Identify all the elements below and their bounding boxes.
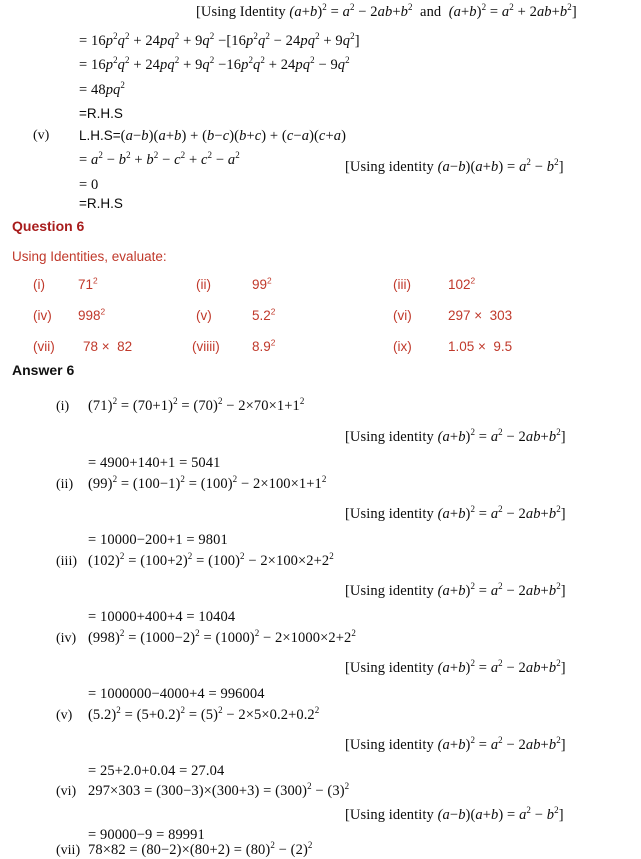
question-item-number: (v) <box>196 308 212 323</box>
answer-step-main: $297\times 303 = (300-3)\times(300+3) = (300)^2 - (3)^2$ <box>88 781 350 799</box>
question-item-value: 78 × 82 <box>83 339 133 354</box>
answer-step-main: $(71)^2 = (70+1)^2 = (70)^2 - 2\times 70\times 1+1^2$ <box>88 396 305 414</box>
top-line-1: = $16p^2q^2 + 24pq^2 + 9q^2 -[16p^2q^2 - 24pq^2 + 9q^2]$ <box>79 31 360 49</box>
question-item-value: $102^2$ <box>448 275 476 292</box>
answer-step-number: (ii) <box>56 477 74 492</box>
answer-step-main: $78\times 82 = (80-2)\times(80+2) = (80)^2 - (2)^2$ <box>88 840 313 858</box>
question-item-value: 1.05 × 9.5 <box>448 339 513 354</box>
answer-step-result: = 25+2.0+0.04 = 27.04 <box>88 763 225 779</box>
answer-step-main: $(99)^2 = (100-1)^2 = (100)^2 - 2\times 100\times 1+1^2$ <box>88 474 327 492</box>
question-item-number: (viiii) <box>192 339 220 354</box>
answer-step-main: $(5.2)^2 = (5+0.2)^2 = (5)^2 - 2\times 5\times 0.2+0.2^2$ <box>88 705 320 723</box>
answer-step-identity-note: [Using identity $(a+b)^2 = a^2 - 2ab+b^2$] <box>345 658 566 676</box>
answer-step-result: = 10000−200+1 = 9801 <box>88 532 228 548</box>
question-item-number: (ii) <box>196 277 211 292</box>
answer-step-identity-note: [Using identity $(a-b)(a+b) = a^2 - b^2$] <box>345 805 564 823</box>
part-v-line-4-rhs: =R.H.S <box>79 196 123 211</box>
answer-step-number: (iii) <box>56 554 77 569</box>
question-item-value: $5.2^2$ <box>252 306 276 323</box>
question-prompt: Using Identities, evaluate: <box>12 249 167 264</box>
answer-step-identity-note: [Using identity $(a+b)^2 = a^2 - 2ab+b^2$] <box>345 427 566 445</box>
part-v-identity-note: [Using identity $(a-b)(a+b) = a^2 - b^2$] <box>345 157 564 175</box>
question-item-number: (iv) <box>33 308 52 323</box>
top-identity-note: [Using Identity $(a+b)^2 = a^2 - 2ab+b^2$ and $(a+b)^2 = a^2 + 2ab+b^2$] <box>196 2 577 20</box>
answer-step-identity-note: [Using identity $(a+b)^2 = a^2 - 2ab+b^2$] <box>345 735 566 753</box>
question-heading: Question 6 <box>12 218 85 234</box>
part-v-number: (v) <box>33 128 50 143</box>
answer-step-identity-note: [Using identity $(a+b)^2 = a^2 - 2ab+b^2$] <box>345 581 566 599</box>
question-item-value: 297 × 303 <box>448 308 513 323</box>
answer-step-main: $(102)^2 = (100+2)^2 = (100)^2 - 2\times 100\times 2+2^2$ <box>88 551 334 569</box>
answer-step-number: (i) <box>56 399 70 414</box>
part-v-line-3: = 0 <box>79 177 99 193</box>
top-line-4-rhs: =R.H.S <box>79 106 123 121</box>
answer-step-number: (vi) <box>56 784 77 799</box>
answer-step-result: = 4900+140+1 = 5041 <box>88 455 221 471</box>
question-item-number: (i) <box>33 277 45 292</box>
answer-step-result: = 1000000−4000+4 = 996004 <box>88 686 265 702</box>
answer-step-number: (v) <box>56 708 73 723</box>
top-line-2: = $16p^2q^2 + 24pq^2 + 9q^2 -16p^2q^2 + 24pq^2 - 9q^2$ <box>79 55 350 73</box>
part-v-lhs-line: L.H.S=(a−b)(a+b) + (b−c)(b+c) + (c−a)(c+a) <box>79 128 347 144</box>
answer-step-main: $(998)^2 = (1000-2)^2 = (1000)^2 - 2\times 1000\times 2+2^2$ <box>88 628 356 646</box>
part-v-line-2: = $a^2 - b^2 + b^2 - c^2 + c^2 - a^2$ <box>79 150 240 168</box>
top-line-3: = $48pq^2$ <box>79 80 125 98</box>
answer-step-result: = 10000+400+4 = 10404 <box>88 609 236 625</box>
question-item-number: (vi) <box>393 308 412 323</box>
question-item-number: (vii) <box>33 339 55 354</box>
question-item-value: $8.9^2$ <box>252 337 276 354</box>
question-item-number: (ix) <box>393 339 412 354</box>
answer-step-identity-note: [Using identity $(a+b)^2 = a^2 - 2ab+b^2$] <box>345 504 566 522</box>
answer-heading: Answer 6 <box>12 362 75 378</box>
answer-step-number: (iv) <box>56 631 77 646</box>
question-item-value: $99^2$ <box>252 275 272 292</box>
question-item-value: $71^2$ <box>78 275 98 292</box>
answer-step-number: (vii) <box>56 843 81 858</box>
question-item-value: $998^2$ <box>78 306 106 323</box>
answer-step-result: = 90000−9 = 89991 <box>88 827 205 843</box>
question-item-number: (iii) <box>393 277 411 292</box>
